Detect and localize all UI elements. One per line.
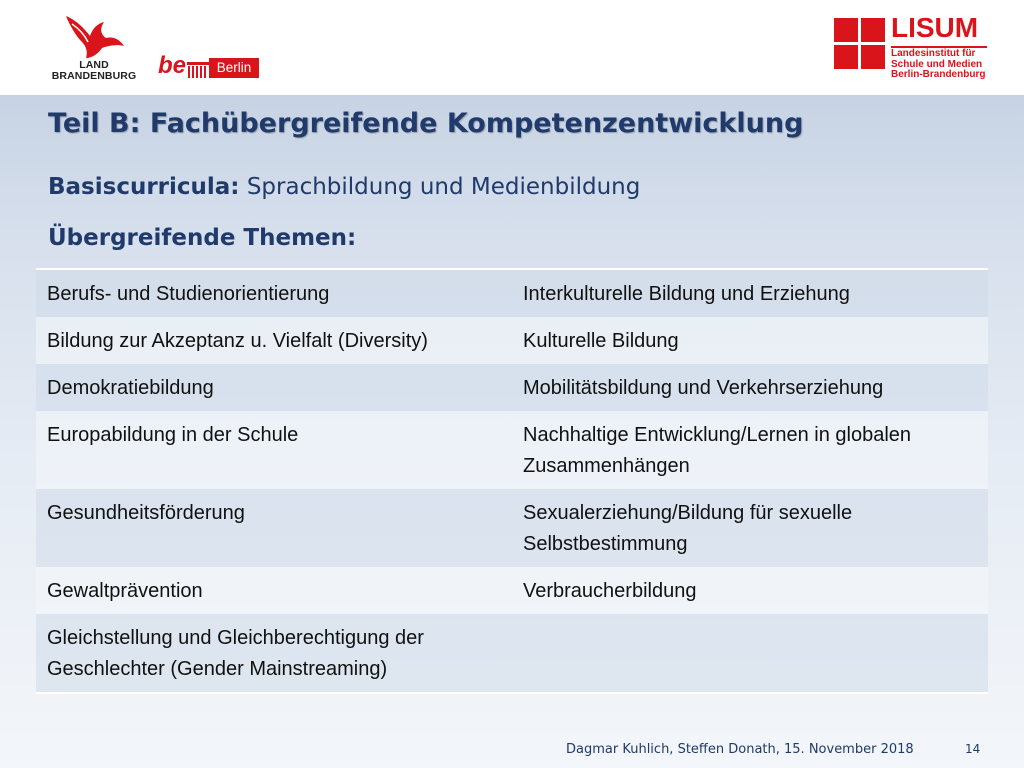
table-row bbox=[36, 364, 988, 411]
brandenburg-line2: BRANDENBURG bbox=[51, 70, 137, 82]
themes-table bbox=[36, 268, 988, 694]
brandenburg-logo bbox=[48, 14, 140, 86]
lisum-logo bbox=[834, 12, 994, 80]
table-cell: Interkulturelle Bildung und Erziehung bbox=[512, 269, 988, 317]
brandenburg-gate-icon bbox=[187, 60, 209, 78]
table-row bbox=[36, 411, 988, 489]
lisum-grid-icon bbox=[834, 18, 890, 76]
table-cell: Verbraucherbildung bbox=[512, 567, 988, 614]
table-cell: Gewaltprävention bbox=[36, 567, 512, 614]
basis-label: Basiscurricula: bbox=[48, 174, 240, 200]
table-cell: Gesundheitsförderung bbox=[36, 489, 512, 567]
themes-heading: Übergreifende Themen: bbox=[48, 225, 357, 251]
table-cell: Mobilitätsbildung und Verkehrserziehung bbox=[512, 364, 988, 411]
lisum-title: LISUM bbox=[891, 12, 979, 43]
brandenburg-wordmark bbox=[48, 60, 140, 82]
table-cell: Berufs- und Studienorientierung bbox=[36, 269, 512, 317]
table-row bbox=[36, 317, 988, 364]
table-row bbox=[36, 269, 988, 317]
slide-title: Teil B: Fachübergreifende Kompetenzentwicklung bbox=[48, 108, 804, 139]
lisum-sub-line1: Landesinstitut für bbox=[891, 48, 976, 59]
lisum-subtitle bbox=[891, 46, 987, 81]
table-cell: Nachhaltige Entwicklung/Lernen in globalen Zusammenhängen bbox=[512, 411, 988, 489]
berlin-be-mark: be bbox=[158, 52, 187, 79]
berlin-wordmark: Berlin bbox=[209, 58, 259, 78]
table-cell: Bildung zur Akzeptanz u. Vielfalt (Diversity) bbox=[36, 317, 512, 364]
basis-text: Sprachbildung und Medienbildung bbox=[239, 174, 641, 200]
eagle-icon bbox=[62, 14, 126, 60]
brandenburg-line1: LAND bbox=[79, 59, 109, 71]
table-cell: Europabildung in der Schule bbox=[36, 411, 512, 489]
table-row bbox=[36, 614, 988, 693]
lisum-sub-line3: Berlin-Brandenburg bbox=[891, 69, 986, 80]
footer-authors: Dagmar Kuhlich, Steffen Donath, 15. November 2018 bbox=[566, 742, 914, 757]
table-cell: Sexualerziehung/Bildung für sexuelle Selbstbestimmung bbox=[512, 489, 988, 567]
table-row bbox=[36, 567, 988, 614]
page-number: 14 bbox=[965, 742, 981, 756]
table-cell bbox=[512, 614, 988, 693]
table-cell: Gleichstellung und Gleichberechtigung der Geschlechter (Gender Mainstreaming) bbox=[36, 614, 512, 693]
lisum-sub-line2: Schule und Medien bbox=[891, 58, 983, 70]
table-cell: Demokratiebildung bbox=[36, 364, 512, 411]
table-row bbox=[36, 489, 988, 567]
basis-curricula-line bbox=[48, 174, 640, 200]
table-cell: Kulturelle Bildung bbox=[512, 317, 988, 364]
